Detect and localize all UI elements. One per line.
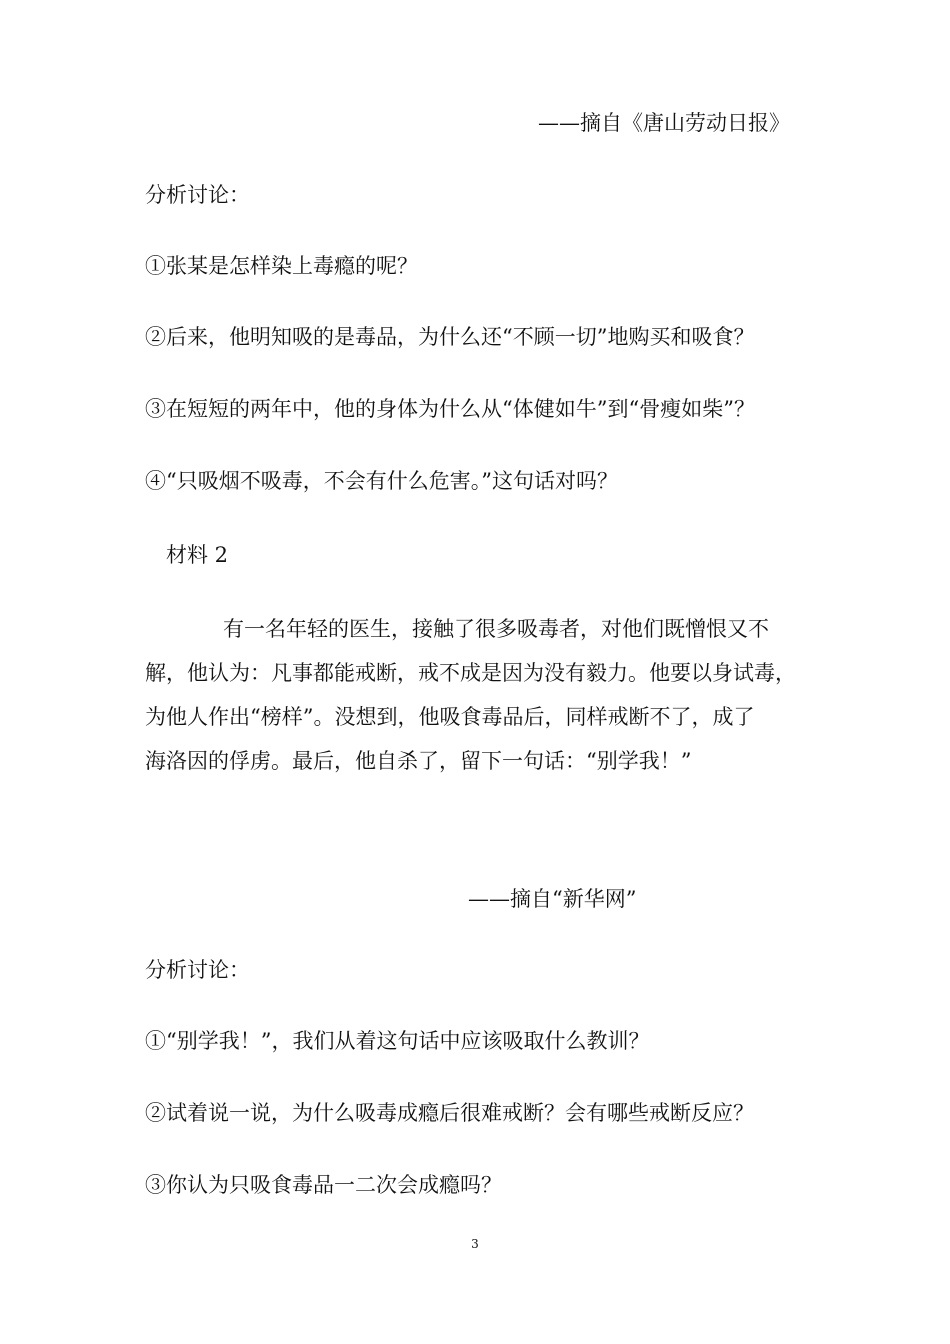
discussion-heading-2: 分析讨论：	[145, 958, 250, 982]
discussion-question-2-1: ①“别学我！”，我们从着这句话中应该吸取什么教训？	[145, 1029, 650, 1053]
page-number: 3	[471, 1237, 479, 1251]
source-citation-2: ——摘自“新华网”	[468, 887, 637, 911]
discussion-question-1-4: ④“只吸烟不吸毒，不会有什么危害。”这句话对吗？	[145, 469, 618, 493]
material-2-line-4: 海洛因的俘虏。最后，他自杀了，留下一句话：“别学我！”	[145, 749, 692, 773]
discussion-heading-1: 分析讨论：	[145, 183, 250, 207]
source-citation-1: ——摘自《唐山劳动日报》	[538, 111, 790, 135]
material-2-line-2: 解，他认为：凡事都能戒断，戒不成是因为没有毅力。他要以身试毒，	[145, 661, 796, 685]
material-2-body	[145, 607, 817, 783]
material-2-line-3: 为他人作出“榜样”。没想到，他吸食毒品后，同样戒断不了，成了	[145, 705, 755, 729]
discussion-question-1-1: ①张某是怎样染上毒瘾的呢？	[145, 254, 418, 278]
discussion-question-2-3: ③你认为只吸食毒品一二次会成瘾吗？	[145, 1173, 502, 1197]
discussion-question-1-3: ③在短短的两年中，他的身体为什么从“体健如牛”到“骨瘦如柴”？	[145, 397, 755, 421]
material-2-line-1: 有一名年轻的医生，接触了很多吸毒者，对他们既憎恨又不	[223, 617, 769, 641]
discussion-question-1-2: ②后来，他明知吸的是毒品，为什么还“不顾一切”地购买和吸食？	[145, 325, 755, 349]
discussion-question-2-2: ②试着说一说，为什么吸毒成瘾后很难戒断？会有哪些戒断反应？	[145, 1101, 754, 1125]
material-2-title: 材料 2	[166, 543, 229, 567]
